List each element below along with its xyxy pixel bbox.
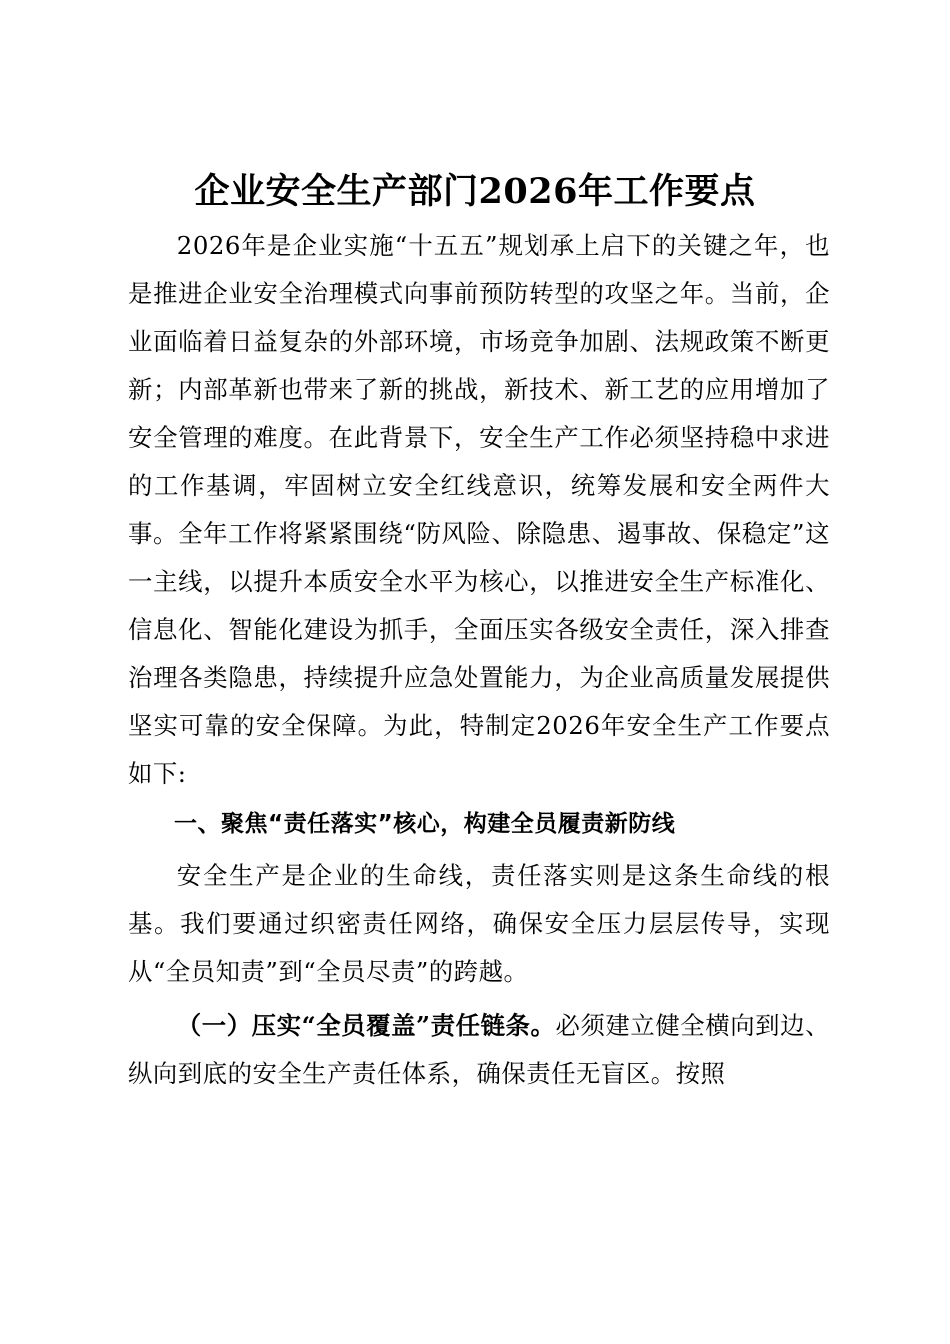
section-heading: 一、聚焦“责任落实”核心，构建全员履责新防线 <box>174 811 676 837</box>
section-paragraph: 安全生产是企业的生命线，责任落实则是这条生命线的根基。我们要通过织密责任网络，确保安全压力层层传导，实现从“全员知责”到“全员尽责”的跨越。 <box>128 861 830 986</box>
intro-paragraph: 2026年是企业实施“十五五”规划承上启下的关键之年，也是推进企业安全治理模式向事前预防转型的攻坚之年。当前，企业面临着日益复杂的外部环境，市场竞争加剧、法规政策不断更新；内部革新也带来了新的挑战，新技术、新工艺的应用增加了安全管理的难度。在此背景下，安全生产工作必须坚持稳中求进的工作基调，牢固树立安全红线意识，统筹发展和安全两件大事。全年工作将紧紧围绕“防风险、除隐患、遏事故、保稳定”这一主线，以提升本质安全水平为核心，以推进安全生产标准化、信息化、智能化建设为抓手，全面压实各级安全责任，深入排查治理各类隐患，持续提升应急处置能力，为企业高质量发展提供坚实可靠的安全保障。为此，特制定2026年安全生产工作要点如下: <box>128 231 830 788</box>
subsection-paragraph <box>128 1002 830 1098</box>
document-title: 企业安全生产部门2026年工作要点 <box>194 171 756 212</box>
document-body <box>128 222 830 1098</box>
subsection-lead: （一）压实“全员覆盖”责任链条。 <box>176 1011 556 1040</box>
subsection-text: 必须建立健全横向到边、纵向到底的安全生产责任体系，确保责任无盲区。按照 <box>128 1011 830 1088</box>
